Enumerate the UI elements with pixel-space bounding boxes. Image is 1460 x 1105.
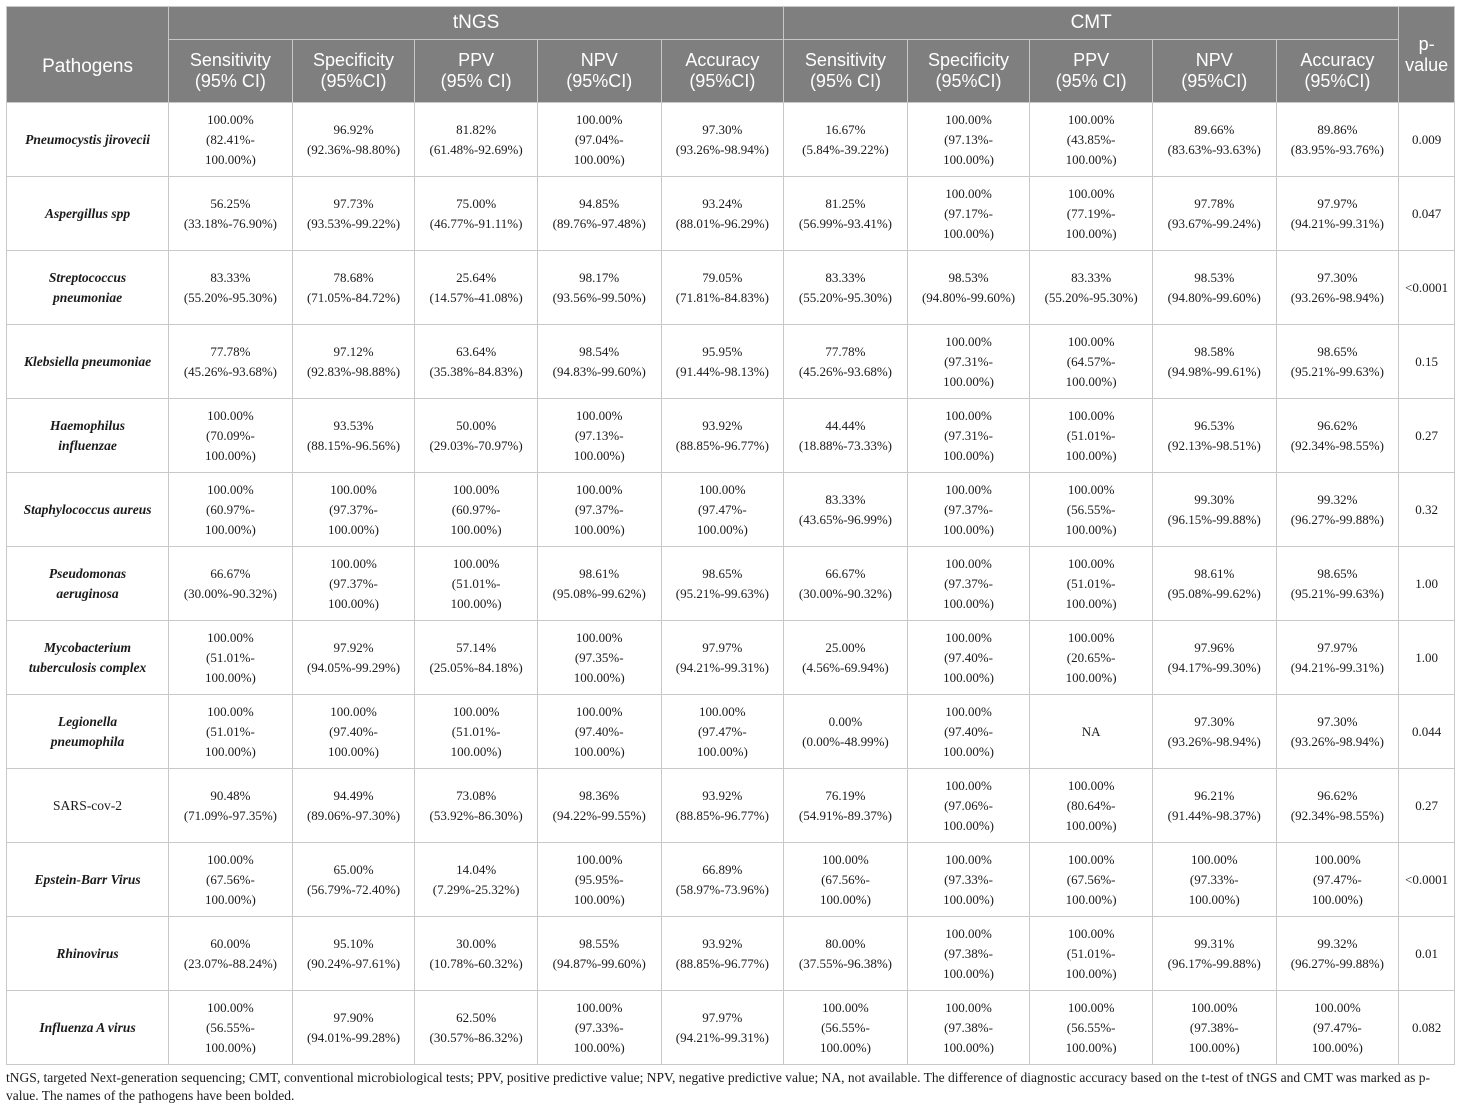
metric-cell: 81.82% (61.48%-92.69%) [415, 103, 538, 177]
metric-cell: 100.00% (64.57%- 100.00%) [1030, 325, 1153, 399]
metric-cell: 100.00% (97.35%- 100.00%) [537, 621, 661, 695]
metric-cell: 100.00% (97.47%- 100.00%) [1276, 843, 1399, 917]
table-row [7, 843, 1455, 917]
metric-cell: 83.33% (55.20%-95.30%) [1030, 251, 1153, 325]
metric-cell: 97.97% (94.21%-99.31%) [1276, 621, 1399, 695]
metric-cell: 100.00% (95.95%- 100.00%) [537, 843, 661, 917]
metric-cell: 100.00% (97.13%- 100.00%) [907, 103, 1030, 177]
metric-cell: 100.00% (97.37%- 100.00%) [907, 547, 1030, 621]
metric-cell: 100.00% (97.37%- 100.00%) [292, 547, 415, 621]
metric-cell: 100.00% (82.41%- 100.00%) [169, 103, 293, 177]
metric-cell: 100.00% (60.97%- 100.00%) [415, 473, 538, 547]
metric-cell: 96.21% (91.44%-98.37%) [1152, 769, 1276, 843]
metric-cell: 97.12% (92.83%-98.88%) [292, 325, 415, 399]
metric-cell: 100.00% (51.01%- 100.00%) [415, 547, 538, 621]
diagnostic-performance-table [6, 6, 1455, 1065]
pathogen-name: Haemophilus influenzae [7, 399, 169, 473]
metric-cell: 60.00% (23.07%-88.24%) [169, 917, 293, 991]
metric-cell: 56.25% (33.18%-76.90%) [169, 177, 293, 251]
metric-cell: 97.97% (94.21%-99.31%) [661, 991, 784, 1065]
metric-cell: 100.00% (97.33%- 100.00%) [907, 843, 1030, 917]
header-tngs-col-4: Accuracy (95%CI) [661, 40, 784, 103]
metric-cell: 94.85% (89.76%-97.48%) [537, 177, 661, 251]
metric-cell: 100.00% (97.38%- 100.00%) [907, 991, 1030, 1065]
metric-cell: 97.78% (93.67%-99.24%) [1152, 177, 1276, 251]
p-value-cell: <0.0001 [1399, 843, 1455, 917]
metric-cell: 100.00% (80.64%- 100.00%) [1030, 769, 1153, 843]
metric-cell: 99.30% (96.15%-99.88%) [1152, 473, 1276, 547]
pathogen-name: Rhinovirus [7, 917, 169, 991]
metric-cell: 97.73% (93.53%-99.22%) [292, 177, 415, 251]
metric-cell: 66.89% (58.97%-73.96%) [661, 843, 784, 917]
header-pathogens: Pathogens [7, 7, 169, 103]
metric-cell: 50.00% (29.03%-70.97%) [415, 399, 538, 473]
metric-cell: 100.00% (97.33%- 100.00%) [1152, 843, 1276, 917]
header-group-cmt: CMT [784, 7, 1399, 40]
metric-cell: 78.68% (71.05%-84.72%) [292, 251, 415, 325]
pathogen-name: Klebsiella pneumoniae [7, 325, 169, 399]
metric-cell: 100.00% (97.06%- 100.00%) [907, 769, 1030, 843]
table-row [7, 769, 1455, 843]
table-row [7, 917, 1455, 991]
metric-cell: 100.00% (20.65%- 100.00%) [1030, 621, 1153, 695]
p-value-cell: 0.009 [1399, 103, 1455, 177]
metric-cell: 65.00% (56.79%-72.40%) [292, 843, 415, 917]
metric-cell: 100.00% (97.38%- 100.00%) [1152, 991, 1276, 1065]
metric-cell: 98.54% (94.83%-99.60%) [537, 325, 661, 399]
metric-cell: 100.00% (97.38%- 100.00%) [907, 917, 1030, 991]
pathogen-name: Streptococcus pneumoniae [7, 251, 169, 325]
metric-cell: NA [1030, 695, 1153, 769]
metric-cell: 100.00% (97.04%- 100.00%) [537, 103, 661, 177]
pathogen-name: Legionella pneumophila [7, 695, 169, 769]
metric-cell: 100.00% (97.31%- 100.00%) [907, 399, 1030, 473]
metric-cell: 25.64% (14.57%-41.08%) [415, 251, 538, 325]
pathogen-name: Influenza A virus [7, 991, 169, 1065]
p-value-cell: 0.01 [1399, 917, 1455, 991]
header-tngs-col-2: PPV (95% CI) [415, 40, 538, 103]
metric-cell: 100.00% (97.13%- 100.00%) [537, 399, 661, 473]
p-value-cell: 0.27 [1399, 399, 1455, 473]
p-value-cell: 0.047 [1399, 177, 1455, 251]
metric-cell: 77.78% (45.26%-93.68%) [169, 325, 293, 399]
table-row [7, 547, 1455, 621]
metric-cell: 100.00% (97.40%- 100.00%) [907, 621, 1030, 695]
pathogen-name: Pneumocystis jirovecii [7, 103, 169, 177]
metric-cell: 100.00% (51.01%- 100.00%) [415, 695, 538, 769]
metric-cell: 97.97% (94.21%-99.31%) [661, 621, 784, 695]
metric-cell: 100.00% (97.37%- 100.00%) [907, 473, 1030, 547]
p-value-cell: 0.32 [1399, 473, 1455, 547]
table-row [7, 251, 1455, 325]
pathogen-name: Epstein-Barr Virus [7, 843, 169, 917]
header-cmt-col-3: NPV (95%CI) [1152, 40, 1276, 103]
metric-cell: 98.65% (95.21%-99.63%) [661, 547, 784, 621]
metric-cell: 100.00% (97.37%- 100.00%) [292, 473, 415, 547]
metric-cell: 100.00% (56.55%- 100.00%) [1030, 991, 1153, 1065]
metric-cell: 79.05% (71.81%-84.83%) [661, 251, 784, 325]
metric-cell: 100.00% (97.40%- 100.00%) [537, 695, 661, 769]
metric-cell: 81.25% (56.99%-93.41%) [784, 177, 908, 251]
header-group-tngs: tNGS [169, 7, 784, 40]
metric-cell: 98.65% (95.21%-99.63%) [1276, 547, 1399, 621]
metric-cell: 98.17% (93.56%-99.50%) [537, 251, 661, 325]
metric-cell: 97.96% (94.17%-99.30%) [1152, 621, 1276, 695]
header-tngs-col-0: Sensitivity (95% CI) [169, 40, 293, 103]
metric-cell: 95.10% (90.24%-97.61%) [292, 917, 415, 991]
metric-cell: 99.32% (96.27%-99.88%) [1276, 917, 1399, 991]
pathogen-name: Pseudomonas aeruginosa [7, 547, 169, 621]
metric-cell: 100.00% (67.56%- 100.00%) [169, 843, 293, 917]
metric-cell: 100.00% (97.40%- 100.00%) [907, 695, 1030, 769]
metric-cell: 100.00% (97.31%- 100.00%) [907, 325, 1030, 399]
metric-cell: 97.30% (93.26%-98.94%) [1276, 251, 1399, 325]
header-p-value: p- value [1399, 7, 1455, 103]
metric-cell: 95.95% (91.44%-98.13%) [661, 325, 784, 399]
metric-cell: 62.50% (30.57%-86.32%) [415, 991, 538, 1065]
metric-cell: 97.90% (94.01%-99.28%) [292, 991, 415, 1065]
metric-cell: 90.48% (71.09%-97.35%) [169, 769, 293, 843]
metric-cell: 83.33% (43.65%-96.99%) [784, 473, 908, 547]
metric-cell: 100.00% (97.47%- 100.00%) [1276, 991, 1399, 1065]
metric-cell: 30.00% (10.78%-60.32%) [415, 917, 538, 991]
metric-cell: 100.00% (70.09%- 100.00%) [169, 399, 293, 473]
metric-cell: 100.00% (97.37%- 100.00%) [537, 473, 661, 547]
metric-cell: 77.78% (45.26%-93.68%) [784, 325, 908, 399]
table-row [7, 325, 1455, 399]
metric-cell: 25.00% (4.56%-69.94%) [784, 621, 908, 695]
metric-cell: 98.55% (94.87%-99.60%) [537, 917, 661, 991]
metric-cell: 99.32% (96.27%-99.88%) [1276, 473, 1399, 547]
metric-cell: 97.30% (93.26%-98.94%) [1276, 695, 1399, 769]
table-footnote: tNGS, targeted Next-generation sequencing; CMT, conventional microbiological tests; PPV, positive predictive value; NPV, negative predictive value; NA, not available. The difference of diagnostic accuracy based on the t-test of tNGS and CMT was marked as p-value. The names of the pathogens have been bolded. [6, 1070, 1431, 1103]
metric-cell: 100.00% (43.85%- 100.00%) [1030, 103, 1153, 177]
table-row [7, 473, 1455, 547]
metric-cell: 96.62% (92.34%-98.55%) [1276, 399, 1399, 473]
header-tngs-col-1: Specificity (95%CI) [292, 40, 415, 103]
metric-cell: 89.86% (83.95%-93.76%) [1276, 103, 1399, 177]
metric-cell: 98.36% (94.22%-99.55%) [537, 769, 661, 843]
metric-cell: 100.00% (56.55%- 100.00%) [1030, 473, 1153, 547]
p-value-cell: 0.27 [1399, 769, 1455, 843]
table-row [7, 621, 1455, 695]
metric-cell: 0.00% (0.00%-48.99%) [784, 695, 908, 769]
metric-cell: 100.00% (56.55%- 100.00%) [169, 991, 293, 1065]
table-row [7, 695, 1455, 769]
metric-cell: 96.62% (92.34%-98.55%) [1276, 769, 1399, 843]
metric-cell: 98.53% (94.80%-99.60%) [907, 251, 1030, 325]
metric-cell: 93.92% (88.85%-96.77%) [661, 399, 784, 473]
metric-cell: 100.00% (51.01%- 100.00%) [1030, 399, 1153, 473]
metric-cell: 44.44% (18.88%-73.33%) [784, 399, 908, 473]
metric-cell: 100.00% (97.33%- 100.00%) [537, 991, 661, 1065]
metric-cell: 57.14% (25.05%-84.18%) [415, 621, 538, 695]
p-value-cell: 0.044 [1399, 695, 1455, 769]
metric-cell: 94.49% (89.06%-97.30%) [292, 769, 415, 843]
metric-cell: 99.31% (96.17%-99.88%) [1152, 917, 1276, 991]
metric-cell: 98.61% (95.08%-99.62%) [537, 547, 661, 621]
header-cmt-col-2: PPV (95% CI) [1030, 40, 1153, 103]
header-cmt-col-1: Specificity (95%CI) [907, 40, 1030, 103]
metric-cell: 96.92% (92.36%-98.80%) [292, 103, 415, 177]
header-tngs-col-3: NPV (95%CI) [537, 40, 661, 103]
metric-cell: 100.00% (56.55%- 100.00%) [784, 991, 908, 1065]
metric-cell: 98.58% (94.98%-99.61%) [1152, 325, 1276, 399]
metric-cell: 75.00% (46.77%-91.11%) [415, 177, 538, 251]
pathogen-name: Staphylococcus aureus [7, 473, 169, 547]
metric-cell: 83.33% (55.20%-95.30%) [784, 251, 908, 325]
metric-cell: 98.65% (95.21%-99.63%) [1276, 325, 1399, 399]
metric-cell: 97.30% (93.26%-98.94%) [1152, 695, 1276, 769]
table-row [7, 991, 1455, 1065]
table-body [7, 103, 1455, 1065]
metric-cell: 97.92% (94.05%-99.29%) [292, 621, 415, 695]
metric-cell: 83.33% (55.20%-95.30%) [169, 251, 293, 325]
metric-cell: 100.00% (60.97%- 100.00%) [169, 473, 293, 547]
metric-cell: 98.53% (94.80%-99.60%) [1152, 251, 1276, 325]
metric-cell: 66.67% (30.00%-90.32%) [784, 547, 908, 621]
metric-cell: 100.00% (97.47%- 100.00%) [661, 695, 784, 769]
table-header [7, 7, 1455, 103]
p-value-cell: <0.0001 [1399, 251, 1455, 325]
metric-cell: 100.00% (97.40%- 100.00%) [292, 695, 415, 769]
p-value-cell: 1.00 [1399, 547, 1455, 621]
p-value-cell: 0.15 [1399, 325, 1455, 399]
metric-cell: 16.67% (5.84%-39.22%) [784, 103, 908, 177]
table-row [7, 177, 1455, 251]
metric-cell: 66.67% (30.00%-90.32%) [169, 547, 293, 621]
metric-cell: 89.66% (83.63%-93.63%) [1152, 103, 1276, 177]
metric-cell: 100.00% (67.56%- 100.00%) [784, 843, 908, 917]
table-row [7, 103, 1455, 177]
metric-cell: 96.53% (92.13%-98.51%) [1152, 399, 1276, 473]
metric-cell: 100.00% (51.01%- 100.00%) [169, 621, 293, 695]
pathogen-name: SARS-cov-2 [7, 769, 169, 843]
metric-cell: 93.92% (88.85%-96.77%) [661, 769, 784, 843]
metric-cell: 98.61% (95.08%-99.62%) [1152, 547, 1276, 621]
metric-cell: 73.08% (53.92%-86.30%) [415, 769, 538, 843]
metric-cell: 100.00% (51.01%- 100.00%) [1030, 547, 1153, 621]
metric-cell: 93.24% (88.01%-96.29%) [661, 177, 784, 251]
metric-cell: 100.00% (67.56%- 100.00%) [1030, 843, 1153, 917]
metric-cell: 100.00% (97.17%- 100.00%) [907, 177, 1030, 251]
metric-cell: 80.00% (37.55%-96.38%) [784, 917, 908, 991]
pathogen-name: Aspergillus spp [7, 177, 169, 251]
pathogen-name: Mycobacterium tuberculosis complex [7, 621, 169, 695]
table-row [7, 399, 1455, 473]
metric-cell: 14.04% (7.29%-25.32%) [415, 843, 538, 917]
metric-cell: 100.00% (77.19%- 100.00%) [1030, 177, 1153, 251]
metric-cell: 76.19% (54.91%-89.37%) [784, 769, 908, 843]
metric-cell: 93.92% (88.85%-96.77%) [661, 917, 784, 991]
p-value-cell: 0.082 [1399, 991, 1455, 1065]
results-table-container [6, 6, 1455, 1105]
header-cmt-col-4: Accuracy (95%CI) [1276, 40, 1399, 103]
metric-cell: 97.97% (94.21%-99.31%) [1276, 177, 1399, 251]
metric-cell: 63.64% (35.38%-84.83%) [415, 325, 538, 399]
header-cmt-col-0: Sensitivity (95% CI) [784, 40, 908, 103]
metric-cell: 97.30% (93.26%-98.94%) [661, 103, 784, 177]
metric-cell: 100.00% (51.01%- 100.00%) [1030, 917, 1153, 991]
metric-cell: 100.00% (51.01%- 100.00%) [169, 695, 293, 769]
metric-cell: 93.53% (88.15%-96.56%) [292, 399, 415, 473]
p-value-cell: 1.00 [1399, 621, 1455, 695]
metric-cell: 100.00% (97.47%- 100.00%) [661, 473, 784, 547]
